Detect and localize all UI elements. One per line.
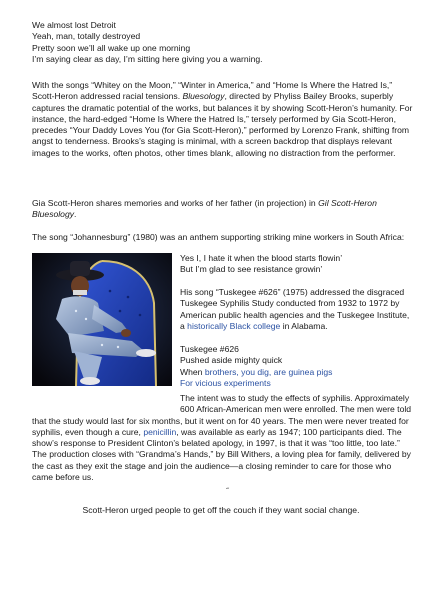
lyric-line — [180, 367, 416, 378]
paragraph-johannesburg: The song “Johannesburg” (1980) was an anthem supporting striking mine workers in South Africa: — [32, 232, 405, 242]
text-segment: When — [180, 366, 205, 377]
text-segment: With the songs “Whitey on the Moon,” “Winter in America,” and “Home Is Where the Hatred Is,” Scott-Heron addressed racial tensions. — [32, 80, 393, 102]
tuskegee-lyrics — [180, 344, 416, 389]
paragraph-study-intent — [32, 393, 414, 483]
text-segment: in Alabama. — [280, 320, 328, 331]
paragraph-gia-memories — [32, 198, 414, 221]
text-segment: , directed by Phyliss Bailey Brooks, superbly captures the dramatic potential of the works, but balances it by showing Scott-Heron’s humanity. For instance, the hard-edged “Home Is Where the Hatred Is,” tersely performed by Gia Scott-Heron, precedes “Your Daddy Loves You (for Gia Scott-Heron),” performed by Lorenzo Frank, shifting from angst to tenderness. Brooks’s staging is minimal, with a screen backdrop that displays relevant images to the works, often photos, other times blank, allowing no distraction from the performer. — [32, 91, 413, 158]
text-segment: The intent was to study the effects of syphilis. Approximately 600 African-American men were enrolled. The men were told that the study would last for six months, but it went on for 40 years. The men were never treated for syphilis, even though a cure, — [32, 393, 412, 437]
intro-lyrics — [32, 20, 414, 65]
lyric-line: Yes I, I hate it when the blood starts flowin’ — [180, 253, 343, 263]
johannesburg-lyrics — [180, 253, 416, 276]
lyric-line: But I’m glad to see resistance growin’ — [180, 264, 323, 275]
lyric-line: Pretty soon we’ll all wake up one morning — [32, 42, 191, 53]
photo-illustration — [32, 253, 172, 386]
lyric-line: Tuskegee #626 — [180, 344, 239, 354]
lyric-line: I’m saying clear as day, I’m sitting here giving you a warning. — [32, 53, 263, 64]
closing-line: Scott-Heron urged people to get off the couch if they want social change. — [82, 505, 360, 515]
performer-on-throne-photo — [32, 253, 172, 386]
lyric-line: We almost lost Detroit — [32, 20, 116, 30]
lyric-line — [180, 378, 416, 389]
text-segment: , was available as early as 1947; 100 participants died. The show’s response to President Clinton’s belated apology, in 1997, is that it was “too little, too late.” The production closes with “Grandma’s Hands,” by Bill Withers, a loving plea for family, delivered by the cast as they exit the stage and join the audience—a closing reminder to care for those who came before us. — [32, 426, 411, 483]
show-title: Gil Scott-Heron Bluesology — [32, 198, 377, 220]
paragraph-tuskegee — [180, 287, 416, 332]
penicillin-link[interactable]: penicillin — [143, 426, 177, 437]
guinea-pigs-link[interactable]: brothers, you dig, are guinea pigs — [204, 366, 333, 377]
lyric-line: Pushed aside mighty quick — [180, 355, 283, 366]
text-segment: . — [74, 209, 77, 220]
text-segment: His song “Tuskegee #626” (1975) addressed the disgraced Tuskegee Syphilis Study conducted from 1932 to 1972 by American public health agencies and the Tuskegee Institute, a — [180, 287, 410, 331]
lyric-line: Yeah, man, totally destroyed — [32, 31, 141, 42]
show-title: Bluesology — [182, 91, 225, 102]
paragraph-bluesology-review — [32, 80, 414, 159]
historically-black-college-link[interactable]: historically Black college — [187, 320, 281, 331]
section-mark: ˝ — [226, 487, 229, 496]
text-segment: Gia Scott-Heron shares memories and works of her father (in projection) in — [32, 198, 319, 208]
vicious-experiments-link[interactable]: For vicious experiments — [180, 377, 271, 388]
photo-spacer — [32, 393, 180, 415]
